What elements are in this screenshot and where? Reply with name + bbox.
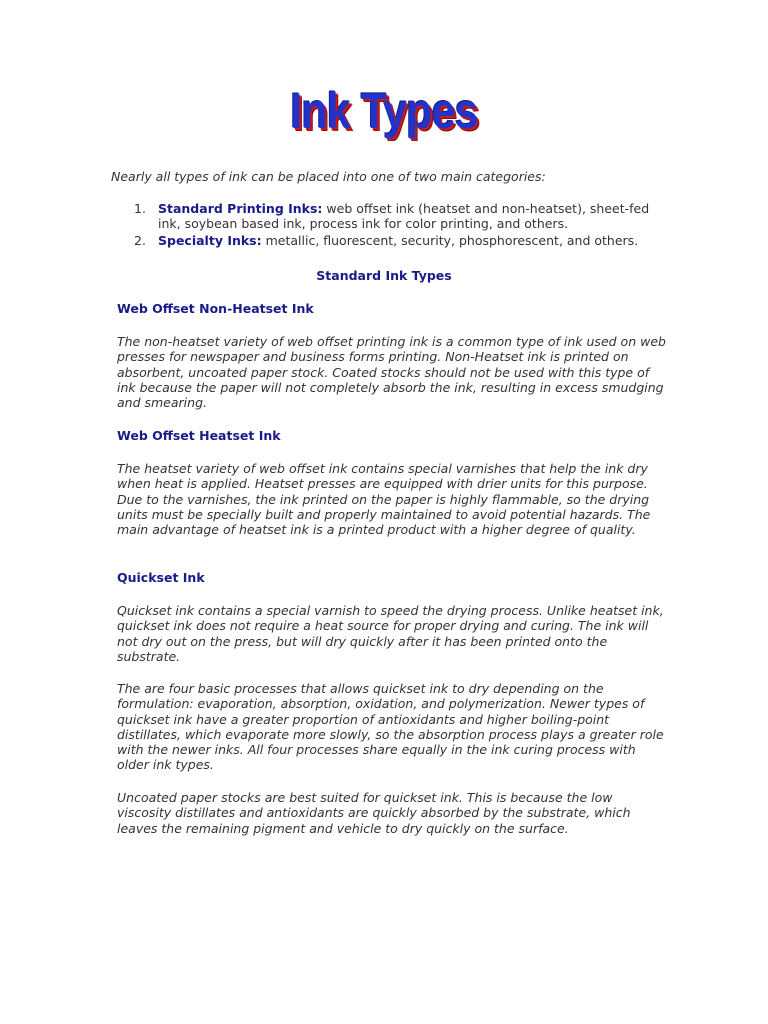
paragraph-non-heatset: The non-heatset variety of web offset printing ink is a common type of ink used on web presses for newspaper and business forms printing. Non-Heatset ink is printed on absorbent, uncoated paper stock. Coated stocks should not be used with this type of ink because the paper will not completely absorb the ink, resulting in excess smudging and smearing. bbox=[117, 334, 666, 411]
category-term: Standard Printing Inks: bbox=[158, 201, 323, 216]
category-description: metallic, fluorescent, security, phosphorescent, and others. bbox=[261, 233, 639, 248]
title-banner bbox=[0, 83, 768, 139]
list-number: 2. bbox=[134, 233, 146, 248]
subheading-quickset: Quickset Ink bbox=[117, 570, 205, 585]
section-heading: Standard Ink Types bbox=[316, 268, 452, 283]
subheading-web-offset-heatset: Web Offset Heatset Ink bbox=[117, 428, 281, 443]
list-item bbox=[134, 233, 654, 248]
category-term: Specialty Inks: bbox=[158, 233, 262, 248]
paragraph-quickset-2: The are four basic processes that allows quickset ink to dry depending on the formulation: evaporation, absorption, oxidation, and polymerization. Newer types of quickset ink have a greater proportion of antioxidants and higher boiling-point distillates, which evaporate more slowly, so the absorption process plays a greater role with the newer inks. All four processes share equally in the ink curing process with older ink types. bbox=[117, 681, 664, 773]
subheading-web-offset-non-heatset: Web Offset Non-Heatset Ink bbox=[117, 301, 314, 316]
paragraph-heatset: The heatset variety of web offset ink contains special varnishes that help the ink dry when heat is applied. Heatset presses are equipped with drier units for this purpose. Due to the varnishes, the ink printed on the paper is highly flammable, so the drying units must be specially built and properly maintained to avoid potential hazards. The main advantage of heatset ink is a printed product with a higher degree of quality. bbox=[117, 461, 651, 538]
list-number: 1. bbox=[134, 201, 146, 216]
category-description: web offset ink (heatset and non-heatset), sheet-fed ink, soybean based ink, process ink for color printing, and others. bbox=[158, 201, 650, 231]
paragraph-quickset-3: Uncoated paper stocks are best suited for quickset ink. This is because the low viscosity distillates and antioxidants are quickly absorbed by the substrate, which leaves the remaining pigment and vehicle to dry quickly on the surface. bbox=[117, 790, 631, 836]
page-title: Ink Types bbox=[290, 83, 478, 139]
paragraph-quickset-1: Quickset ink contains a special varnish to speed the drying process. Unlike heatset ink, quickset ink does not require a heat source for proper drying and curing. The ink will not dry out on the press, but will dry quickly after it has been printed onto the substrate. bbox=[117, 603, 664, 664]
intro-text: Nearly all types of ink can be placed into one of two main categories: bbox=[111, 169, 546, 184]
list-item bbox=[134, 201, 654, 231]
category-list bbox=[134, 201, 654, 250]
